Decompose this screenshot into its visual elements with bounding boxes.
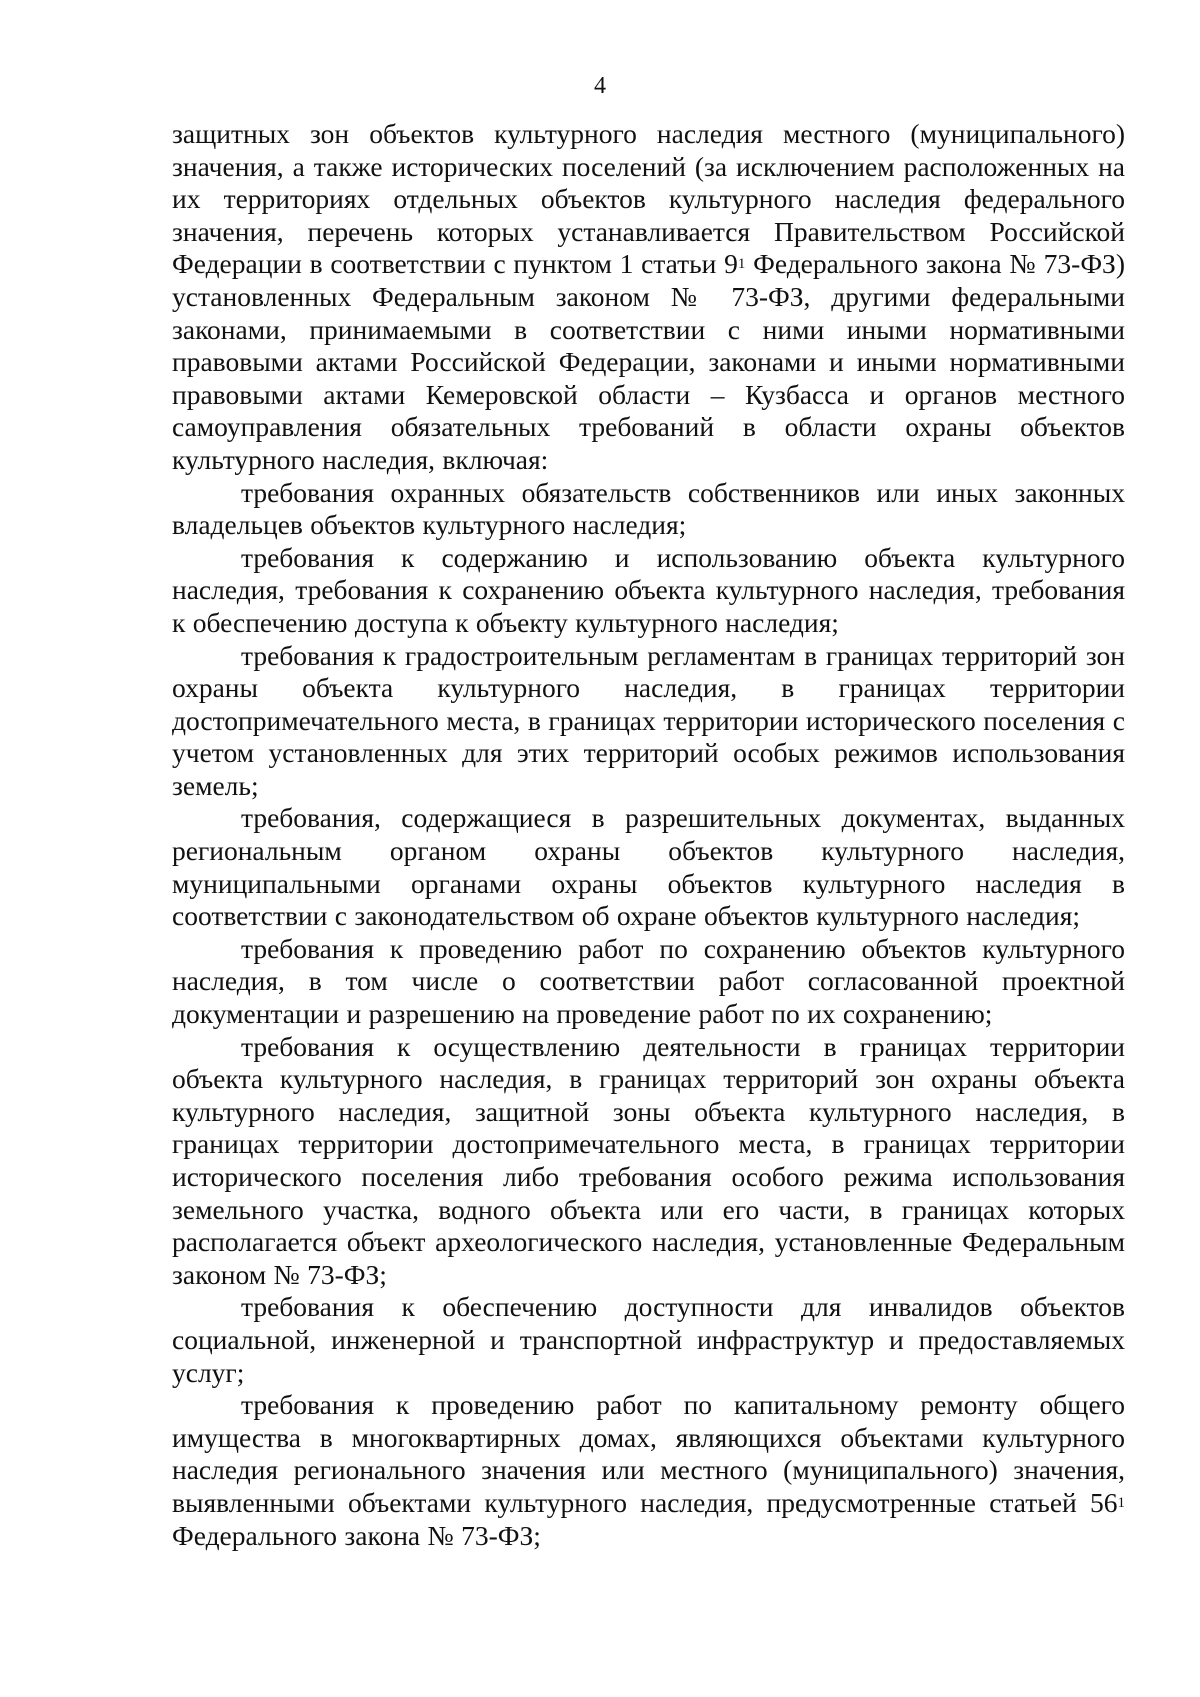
- paragraph: [172, 477, 1125, 542]
- page-number: 4: [594, 73, 606, 99]
- paragraph-text: Федерального закона № 73-ФЗ) установленных Федеральным законом № 73-ФЗ, другими федеральными законами, принимаемыми в соответствии с ними иными нормативными правовыми актами Российской Федерации, законами и иными нормативными правовыми актами Кемеровской области – Кузбасса и органов местного самоуправления обязательных требований в области охраны объектов культурного наследия, включая:: [172, 248, 1125, 475]
- paragraph: [172, 802, 1125, 932]
- paragraph-text: требования к градостроительным регламентам в границах территорий зон охраны объекта культурного наследия, в границах территории достопримечательного места, в границах территории исторического поселения с учетом установленных для этих территорий особых режимов использования земель;: [172, 639, 1125, 801]
- paragraph-text: требования к проведению работ по сохранению объектов культурного наследия, в том числе о соответствии работ согласованной проектной документации и разрешению на проведение работ по их сохранению;: [172, 932, 1125, 1030]
- paragraph-text: защитных зон объектов культурного наследия местного (муниципального) значения, а также исторических поселений (за исключением расположенных на их территориях отдельных объектов культурного наследия федерального значения, перечень которых устанавливается Правительством Российской Федерации в соответствии с пунктом 1 статьи 9: [172, 118, 1125, 280]
- paragraph-text: требования, содержащиеся в разрешительных документах, выданных региональным органом охраны объектов культурного наследия, муниципальными органами охраны объектов культурного наследия в соответствии с законодательством об охране объектов культурного наследия;: [172, 802, 1125, 932]
- paragraph-text: требования охранных обязательств собственников или иных законных владельцев объектов культурного наследия;: [172, 476, 1125, 541]
- paragraph: [172, 542, 1125, 640]
- document-body: [172, 118, 1125, 1552]
- paragraph-text: требования к содержанию и использованию объекта культурного наследия, требования к сохранению объекта культурного наследия, требования к обеспечению доступа к объекту культурного наследия;: [172, 541, 1125, 638]
- paragraph: [172, 1389, 1125, 1552]
- paragraph: [172, 933, 1125, 1031]
- paragraph-text: требования к проведению работ по капитальному ремонту общего имущества в многоквартирных домах, являющихся объектами культурного наследия регионального значения или местного (муниципального) значения, выявленными объектами культурного наследия, предусмотренные статьей 56: [172, 1389, 1125, 1518]
- paragraph-text: требования к обеспечению доступности для инвалидов объектов социальной, инженерной и транспортной инфраструктур и предоставляемых услуг;: [172, 1291, 1125, 1388]
- paragraph: [172, 1031, 1125, 1292]
- paragraph-text: Федерального закона № 73-ФЗ;: [172, 1519, 541, 1551]
- paragraph: [172, 118, 1125, 477]
- paragraph: [172, 640, 1125, 803]
- superscript-index: 1: [737, 256, 746, 273]
- paragraph-text: требования к осуществлению деятельности в границах территории объекта культурного наследия, в границах территорий зон охраны объекта культурного наследия, защитной зоны объекта культурного наследия, в границах территории достопримечательного места, в границах территории исторического поселения либо требования особого режима использования земельного участка, водного объекта или его части, в границах которых располагается объект археологического наследия, установленные Федеральным законом № 73-ФЗ;: [172, 1030, 1125, 1290]
- superscript-index: 1: [1117, 1494, 1125, 1511]
- paragraph: [172, 1291, 1125, 1389]
